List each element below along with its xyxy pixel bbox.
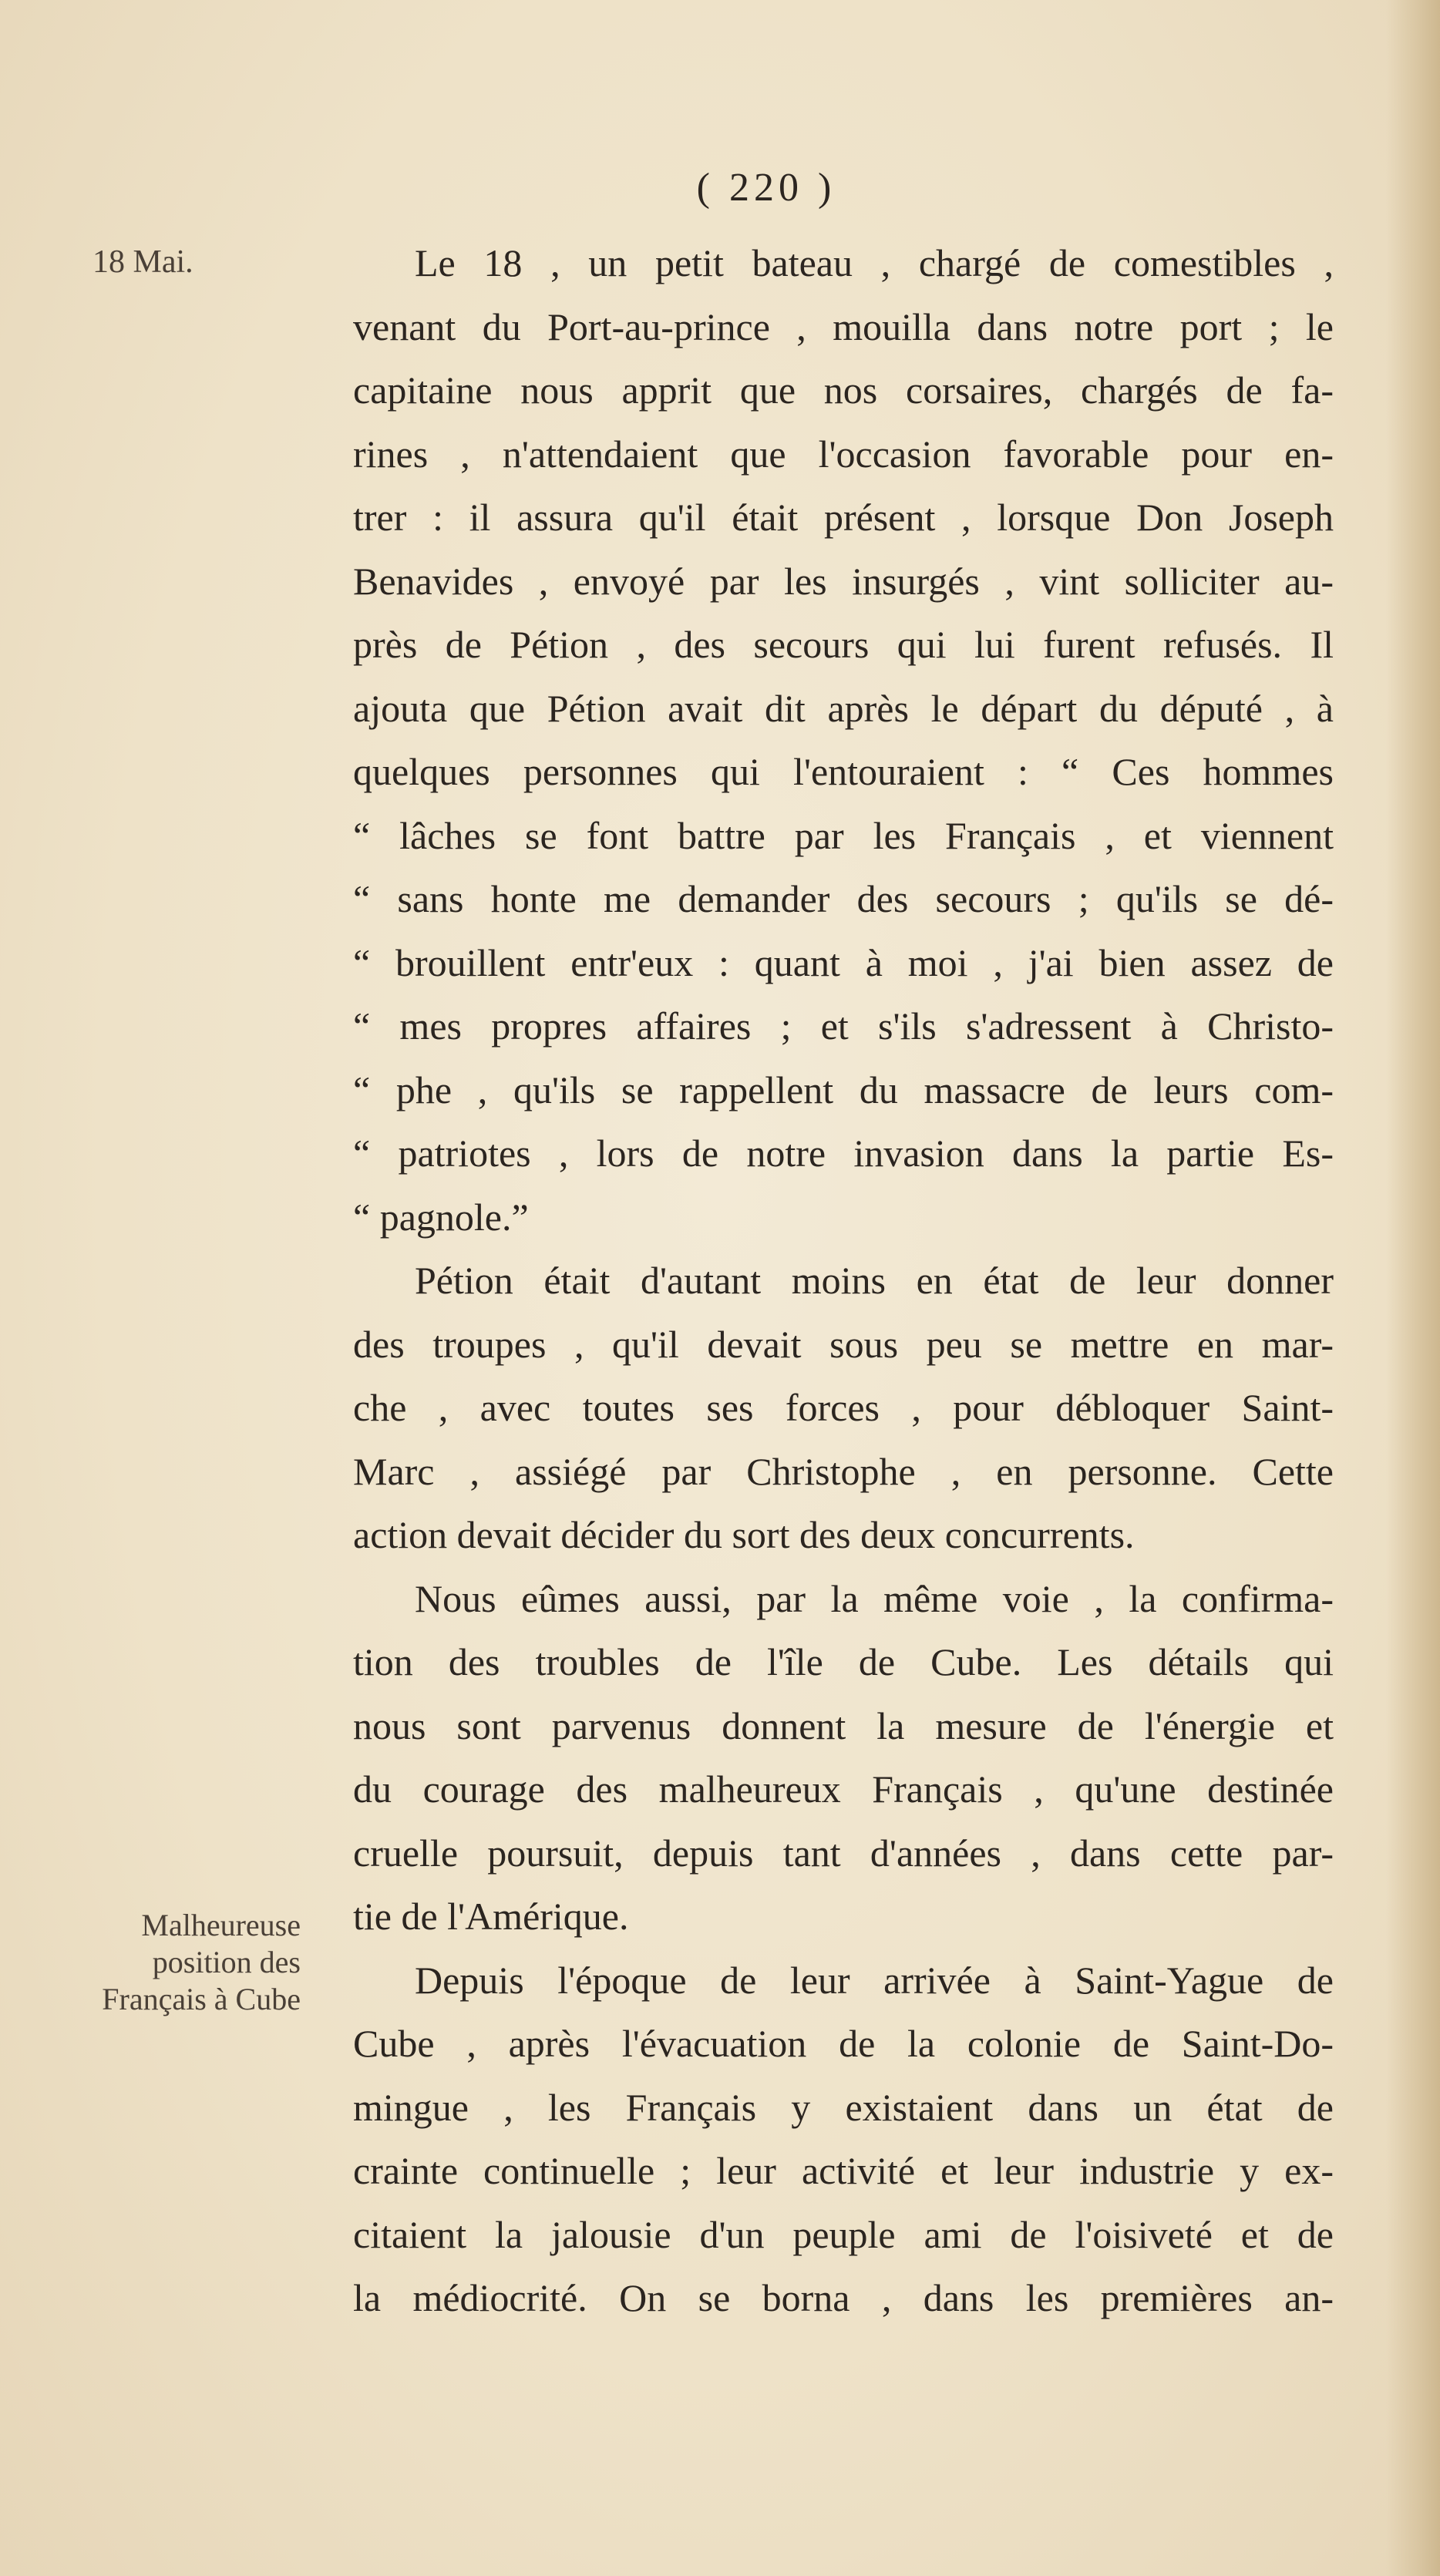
text-line: ajouta que Pétion avait dit après le départ du député , à <box>353 686 1334 730</box>
margin-note-date: 18 Mai. <box>93 244 193 280</box>
text-line: capitaine nous apprit que nos corsaires, chargés de fa- <box>353 368 1334 412</box>
text-line: trer : il assura qu'il était présent , lorsque Don Joseph <box>353 496 1334 539</box>
text-line: Le 18 , un petit bateau , chargé de comestibles , <box>415 241 1334 284</box>
margin-note-line: position des <box>152 1945 301 1979</box>
text-line: action devait décider du sort des deux concurrents. <box>353 1513 1135 1556</box>
text-line: tion des troubles de l'île de Cube. Les détails qui <box>353 1640 1334 1683</box>
text-line: Pétion était d'autant moins en état de leur donner <box>415 1259 1334 1302</box>
text-line: Benavides , envoyé par les insurgés , vint solliciter au- <box>353 559 1334 603</box>
text-line: “ lâches se font battre par les Français , et viennent <box>353 813 1334 857</box>
margin-note-line: Malheureuse <box>141 1908 301 1942</box>
text-line: mingue , les Français y existaient dans un état de <box>353 2085 1334 2129</box>
text-line: venant du Port-au-prince , mouilla dans notre port ; le <box>353 304 1334 348</box>
page-number: ( 220 ) <box>696 166 836 210</box>
text-line: crainte continuelle ; leur activité et leur industrie y ex- <box>353 2149 1334 2192</box>
text-line: cruelle poursuit, depuis tant d'années , dans cette par- <box>353 1831 1334 1875</box>
text-line: “ phe , qu'ils se rappellent du massacre de leurs com- <box>353 1068 1334 1111</box>
text-line: “ brouillent entr'eux : quant à moi , j'ai bien assez de <box>353 940 1334 984</box>
page-edge-shadow <box>1386 0 1440 2576</box>
text-line: nous sont parvenus donnent la mesure de l'énergie et <box>353 1703 1334 1747</box>
text-line: Nous eûmes aussi, par la même voie , la confirma- <box>415 1576 1334 1620</box>
margin-note-section <box>69 1907 301 2018</box>
text-line: du courage des malheureux Français , qu'une destinée <box>353 1767 1334 1811</box>
text-line: des troupes , qu'il devait sous peu se mettre en mar- <box>353 1322 1334 1366</box>
text-line: tie de l'Amérique. <box>353 1895 629 1938</box>
margin-note-line: Français à Cube <box>102 1982 301 2016</box>
text-line: près de Pétion , des secours qui lui furent refusés. Il <box>353 623 1334 666</box>
text-line: “ sans honte me demander des secours ; qu'ils se dé- <box>353 877 1334 920</box>
text-line: Cube , après l'évacuation de la colonie de Saint-Do- <box>353 2022 1334 2065</box>
text-line: “ pagnole.” <box>353 1195 529 1239</box>
text-line: la médiocrité. On se borna , dans les premières an- <box>353 2276 1334 2319</box>
text-line: rines , n'attendaient que l'occasion favorable pour en- <box>353 432 1334 476</box>
text-line: Marc , assiégé par Christophe , en personne. Cette <box>353 1449 1334 1493</box>
text-line: “ patriotes , lors de notre invasion dans la partie Es- <box>353 1132 1334 1175</box>
text-line: che , avec toutes ses forces , pour débloquer Saint- <box>353 1386 1334 1429</box>
text-line: “ mes propres affaires ; et s'ils s'adressent à Christo- <box>353 1004 1334 1048</box>
body-text <box>353 231 1334 2330</box>
text-line: citaient la jalousie d'un peuple ami de l'oisiveté et de <box>353 2212 1334 2256</box>
text-line: quelques personnes qui l'entouraient : “ Ces hommes <box>353 750 1334 793</box>
text-line: Depuis l'époque de leur arrivée à Saint-Yague de <box>415 1958 1334 2002</box>
